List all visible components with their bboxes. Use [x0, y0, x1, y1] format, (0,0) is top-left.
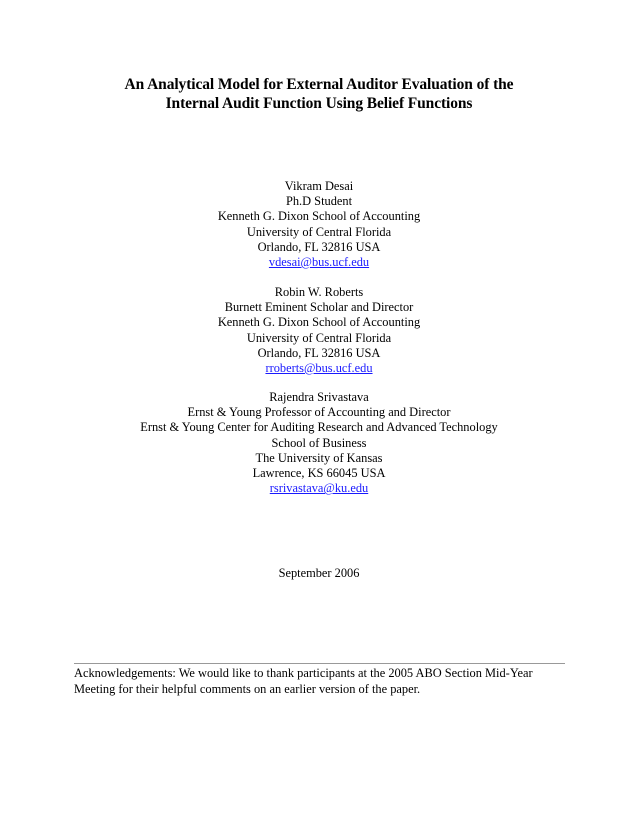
author-city: Lawrence, KS 66045 USA — [252, 466, 386, 481]
author-name: Robin W. Roberts — [274, 285, 364, 299]
author-block-desai — [40, 179, 598, 270]
author-position: Burnett Eminent Scholar and Director — [224, 300, 414, 315]
author-center: Ernst & Young Center for Auditing Research and Advanced Technology — [140, 420, 498, 435]
author-school: Kenneth G. Dixon School of Accounting — [217, 209, 421, 224]
author-email-link[interactable]: vdesai@bus.ucf.edu — [268, 255, 370, 270]
author-city: Orlando, FL 32816 USA — [257, 345, 381, 360]
author-school: Kenneth G. Dixon School of Accounting — [217, 315, 421, 330]
paper-title-line-2: Internal Audit Function Using Belief Functions — [165, 95, 473, 112]
author-position: Ernst & Young Professor of Accounting and Director — [187, 405, 451, 420]
paper-title-line-1: An Analytical Model for External Auditor Evaluation of the — [124, 76, 514, 93]
author-university: University of Central Florida — [246, 224, 392, 239]
author-university: University of Central Florida — [246, 330, 392, 345]
paper-title — [60, 75, 578, 113]
acknowledgements-line-2: Meeting for their helpful comments on an earlier version of the paper. — [74, 681, 421, 696]
author-school: School of Business — [271, 435, 367, 450]
author-city: Orlando, FL 32816 USA — [257, 239, 381, 254]
author-position: Ph.D Student — [285, 194, 353, 209]
footnote-divider — [74, 663, 565, 664]
acknowledgements-line-1: Acknowledgements: We would like to thank participants at the 2005 ABO Section Mid-Year — [74, 666, 533, 680]
acknowledgements — [74, 666, 574, 697]
author-name: Vikram Desai — [284, 179, 354, 193]
author-email-link[interactable]: rsrivastava@ku.edu — [269, 481, 369, 496]
author-name: Rajendra Srivastava — [269, 390, 369, 404]
author-block-srivastava — [40, 390, 598, 496]
author-block-roberts — [40, 285, 598, 376]
author-university: The University of Kansas — [255, 450, 383, 465]
author-email-link[interactable]: rroberts@bus.ucf.edu — [265, 361, 373, 376]
publication-date: September 2006 — [278, 566, 360, 580]
